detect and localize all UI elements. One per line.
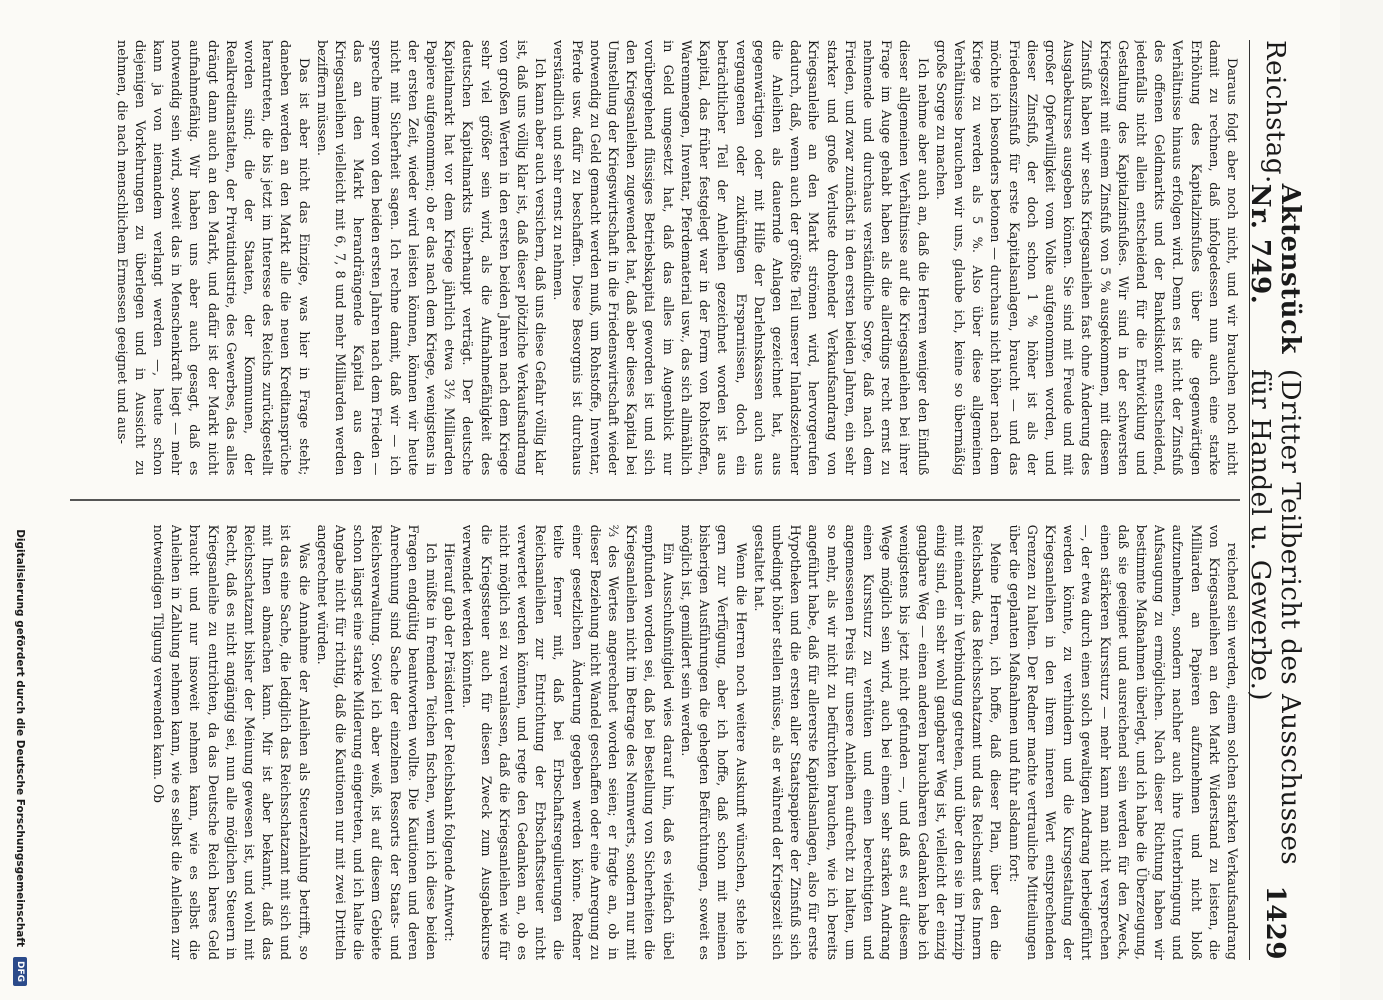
digitization-credit [0, 0, 40, 1000]
credit-text: Digitalisierung gefördert durch die Deutsche Forschungsgemeinschaft [14, 529, 26, 947]
paragraph: Ich nehme aber auch an, daß die Herren weniger den Einfluß dieser allgemeinen Verhältnisse auf die Kriegsanleihen bei ihrer Frage im Auge gehabt haben als die allerdings recht ernst zu nehmende und durchaus verständliche Sorge, daß nach dem Frieden, und zwar zunächst in den ersten beiden Jahren, ein sehr starker und große Verluste drohender Verkaufsandrang von Kriegsanleihe an den Markt strömen wird, hervorgerufen dadurch, daß, wenn auch der größte Teil unserer Inlandszeichner die Anleihen als dauernde Anlagen gezeichnet hat, aus gegenwärtigen oder mit Hilfe der Darlehnskassen auch aus vergangenen oder zukünftigen Ersparnissen, doch ein beträchtlicher Teil der Anleihen gezeichnet worden ist aus Kapital, das früher festgelegt war in der Form von Rohstoffen, Warenmengen, Inventar, Pferdematerial usw., das sich allmählich in Geld umgesetzt hat, daß das alles im Augenblick nur vorübergehend flüssiges Betriebskapital geworden ist und sich den Kriegsanleihen zugewendet hat, daß aber dieses Kapital bei Umstellung der Kriegswirtschaft in die Friedenswirtschaft wieder notwendig zu Geld gemacht werden muß, um Rohstoffe, Inventar, Pferde usw. dafür zu beschaffen. Diese Besorgnis ist durchaus verständlich und sehr ernst zu nehmen. [550, 40, 930, 476]
header-middle: Aktenstück Nr. 749. [1245, 183, 1305, 354]
paragraph: Meine Herren, ich hoffe, daß dieser Plan, über den die Reichsbank, das Reichsschatzamt und das Reichsamt des Innern mit einander in Verbindung getreten, und über den sie im Prinzip einig sind, ein sehr wohl gangbarer Weg ist, vielleicht der einzig gangbare Weg — einen anderen brauchbaren Gedanken habe ich wenigstens bis jetzt nicht gefunden —, und daß es auf diesem Wege möglich sein wird, auch bei einem sehr starken Andrang einen Kurssturz zu verhüten und einen berechtigten und angemessenen Preis für unsere Anleihen aufrecht zu halten, um so mehr, als wir nicht zu befürchten brauchen, wie ich bereits angeführt habe, daß für allererste Kapitalsanlagen, also für erste Hypotheken und die ersten aller Staatspapiere der Zinsfuß sich unbedingt höher stellen müsse, als er während der Kriegszeit sich gestaltet hat. [750, 524, 1003, 960]
page-number: 1429 [1260, 885, 1290, 960]
paragraph: Hierauf gab der Präsident der Reichsbank folgende Antwort: [441, 542, 457, 942]
paragraph: Ich kann aber auch versichern, daß uns diese Gefahr völlig klar ist, daß uns völlig klar ist, daß dieser plötzliche Verkaufsandrang von großen Werten in den ersten beiden Jahren nach dem Kriege sehr viel größer sein wird, als die Aufnahmefähigkeit des deutschen Kapitalmarkts überhaupt verträgt. Der deutsche Kapitalmarkt hat vor dem Kriege jährlich etwa 3½ Milliarden Papiere aufgenommen; ob er das nach dem Kriege, wenigstens in der ersten Zeit, wieder wird leisten können, können wir heute nicht mit Sicherheit sagen. Ich rechne damit, daß wir — ich spreche immer von den beiden ersten Jahren nach dem Frieden — das an den Markt herandrängende Kapital aus den Kriegsanleihen vielleicht mit 6, 7, 8 und mehr Milliarden werden beziffern müssen. [313, 40, 548, 476]
header-left: Reichstag. [1260, 40, 1290, 184]
dfg-logo: DFG [13, 957, 27, 986]
text-columns [70, 40, 1240, 960]
header-right: (Dritter Teilbericht des Ausschusses für Handel u. Gewerbe.) [1245, 369, 1305, 866]
paragraph: Was die Annahme der Anleihen als Steuerzahlung betrifft, so ist das eine Sache, die lediglich das Reichsschatzamt mit sich und mit Ihnen abmachen kann. Mir ist aber bekannt, daß das Reichsschatzamt bisher der Meinung gewesen ist, und wohl mit Recht, daß es nicht angängig sei, nun alle möglichen Steuern in Kriegsanleihe zu entrichten, da das Deutsche Reich bares Geld braucht und nur insoweit nehmen kann, wie es selbst die Anleihen in Zahlung nehmen kann, wie es selbst die Anleihen zur notwendigen Tilgung verwenden kann. Ob [150, 524, 311, 960]
paragraph: Daraus folgt aber noch nicht, und wir brauchen noch nicht damit zu rechnen, daß infolgedessen nun auch eine starke Erhöhung des Kapitalzinsfußes über die gegenwärtigen Verhältnisse hinaus erfolgen wird. Denn es ist nicht der Zinsfuß des offenen Geldmarkts und der Bankdiskont entscheidend, jedenfalls nicht allein entscheidend für die Entwicklung und Gestaltung des Kapitalzinsfußes. Wir sind in der schwersten Kriegszeit mit einem Zinsfuß von 5 % ausgekommen, mit diesem Zinsfuß haben wir sechs Kriegsanleihen fast ohne Änderung des Ausgabekurses ausgeben können. Sie sind mit Freude und mit großer Opferwilligkeit vom Volke aufgenommen worden, und dieser Zinsfuß, der doch schon 1 % höher ist als der Friedenszinsfuß für erste Kapitalsanlagen, braucht — und das möchte ich besonders betonen — durchaus nicht höher nach dem Kriege zu werden als 5 %. Also über diese allgemeinen Verhältnisse brauchen wir uns, glaube ich, keine so übermäßig große Sorge zu machen. [932, 40, 1239, 476]
paragraph: reichend sein werden, einem solchen starken Verkaufsandrang von Kriegsanleihen an den Markt Widerstand zu leisten, die Milliarden an Papieren aufzunehmen und nicht bloß aufzunehmen, sondern nachher auch ihre Unterbringung und Aufsaugung zu ermöglichen. Nach dieser Richtung haben wir bestimmte Maßnahmen überlegt, und ich habe die Überzeugung, daß sie geeignet und ausreichend sein werden für den Zweck, einen stärkeren Kurssturz — mehr kann man nicht versprechen —, der etwa durch einen solch gewaltigen Andrang herbeigeführt werden könnte, zu verhindern und die Kursgestaltung der Kriegsanleihen in den ihrem inneren Wert entsprechenden Grenzen zu halten. Der Redner machte vertrauliche Mitteilungen über die geplanten Maßnahmen und fuhr alsdann fort: [1005, 524, 1239, 960]
page-header [1245, 40, 1305, 960]
paragraph: Das ist aber nicht das Einzige, was hier in Frage steht; daneben werden an den Markt alle die neuen Kreditansprüche herantreten, die bis jetzt im Interesse des Reichs zurückgestellt worden sind; die der Staaten, der Kommunen, der Realkreditanstalten, der Privatindustrie, des Gewerbes, das alles drängt dann auch an den Markt, und dafür ist der Markt nicht aufnahmefähig. Wir haben uns aber auch gesagt, daß es notwendig sein wird, soweit das in Menschenkraft liegt — mehr kann ja von niemandem verlangt werden —, heute schon diejenigen Vorkehrungen zu überlegen und in Aussicht zu nehmen, die nach menschlichem Ermessen geeignet und aus- [113, 40, 311, 476]
paragraph: Ich müßte in fremden Teichen fischen, wenn ich diese beiden Fragen endgültig beantworten wollte. Die Kautionen und deren Anrechnung sind Sache der einzelnen Ressorts der Staats- und Reichsverwaltung. Soviel ich aber weiß, ist auf diesem Gebiete schon längst eine starke Milderung eingetreten, und ich halte die Angabe nicht für richtig, daß die Kautionen nur mit zwei Dritteln angerechnet würden. [313, 524, 439, 960]
paragraph: Wenn die Herren noch weitere Auskunft wünschen, stehe ich gern zur Verfügung, aber ich hoffe, daß schon mit meinen bisherigen Ausführungen die gehegten Befürchtungen, soweit es möglich ist, gemildert sein werden. [677, 524, 748, 960]
right-column [70, 525, 1240, 960]
column-divider [70, 499, 1240, 500]
left-column [70, 40, 1240, 475]
paragraph: Ein Ausschußmitglied wies darauf hin, daß es vielfach übel empfunden worden sei, daß bei Bestellung von Sicherheiten die Kriegsanleihen nicht im Betrage des Nennwerts, sondern nur mit ⅔ des Wertes angerechnet worden seien; er fragte an, ob in dieser Beziehung nicht Wandel geschaffen oder eine Anregung zu einer gesetzlichen Änderung gegeben werden könne. Redner teilte ferner mit, daß bei Erbschaftsregulierungen die Reichsanleihen zur Entrichtung der Erbschaftssteuer nicht verwertet werden könnten, und regte den Gedanken an, ob es nicht möglich sei zu veranlassen, daß die Kriegsanleihen wie für die Kriegssteuer auch für diesen Zweck zum Ausgabekurse verwendet werden könnten. [459, 524, 675, 960]
